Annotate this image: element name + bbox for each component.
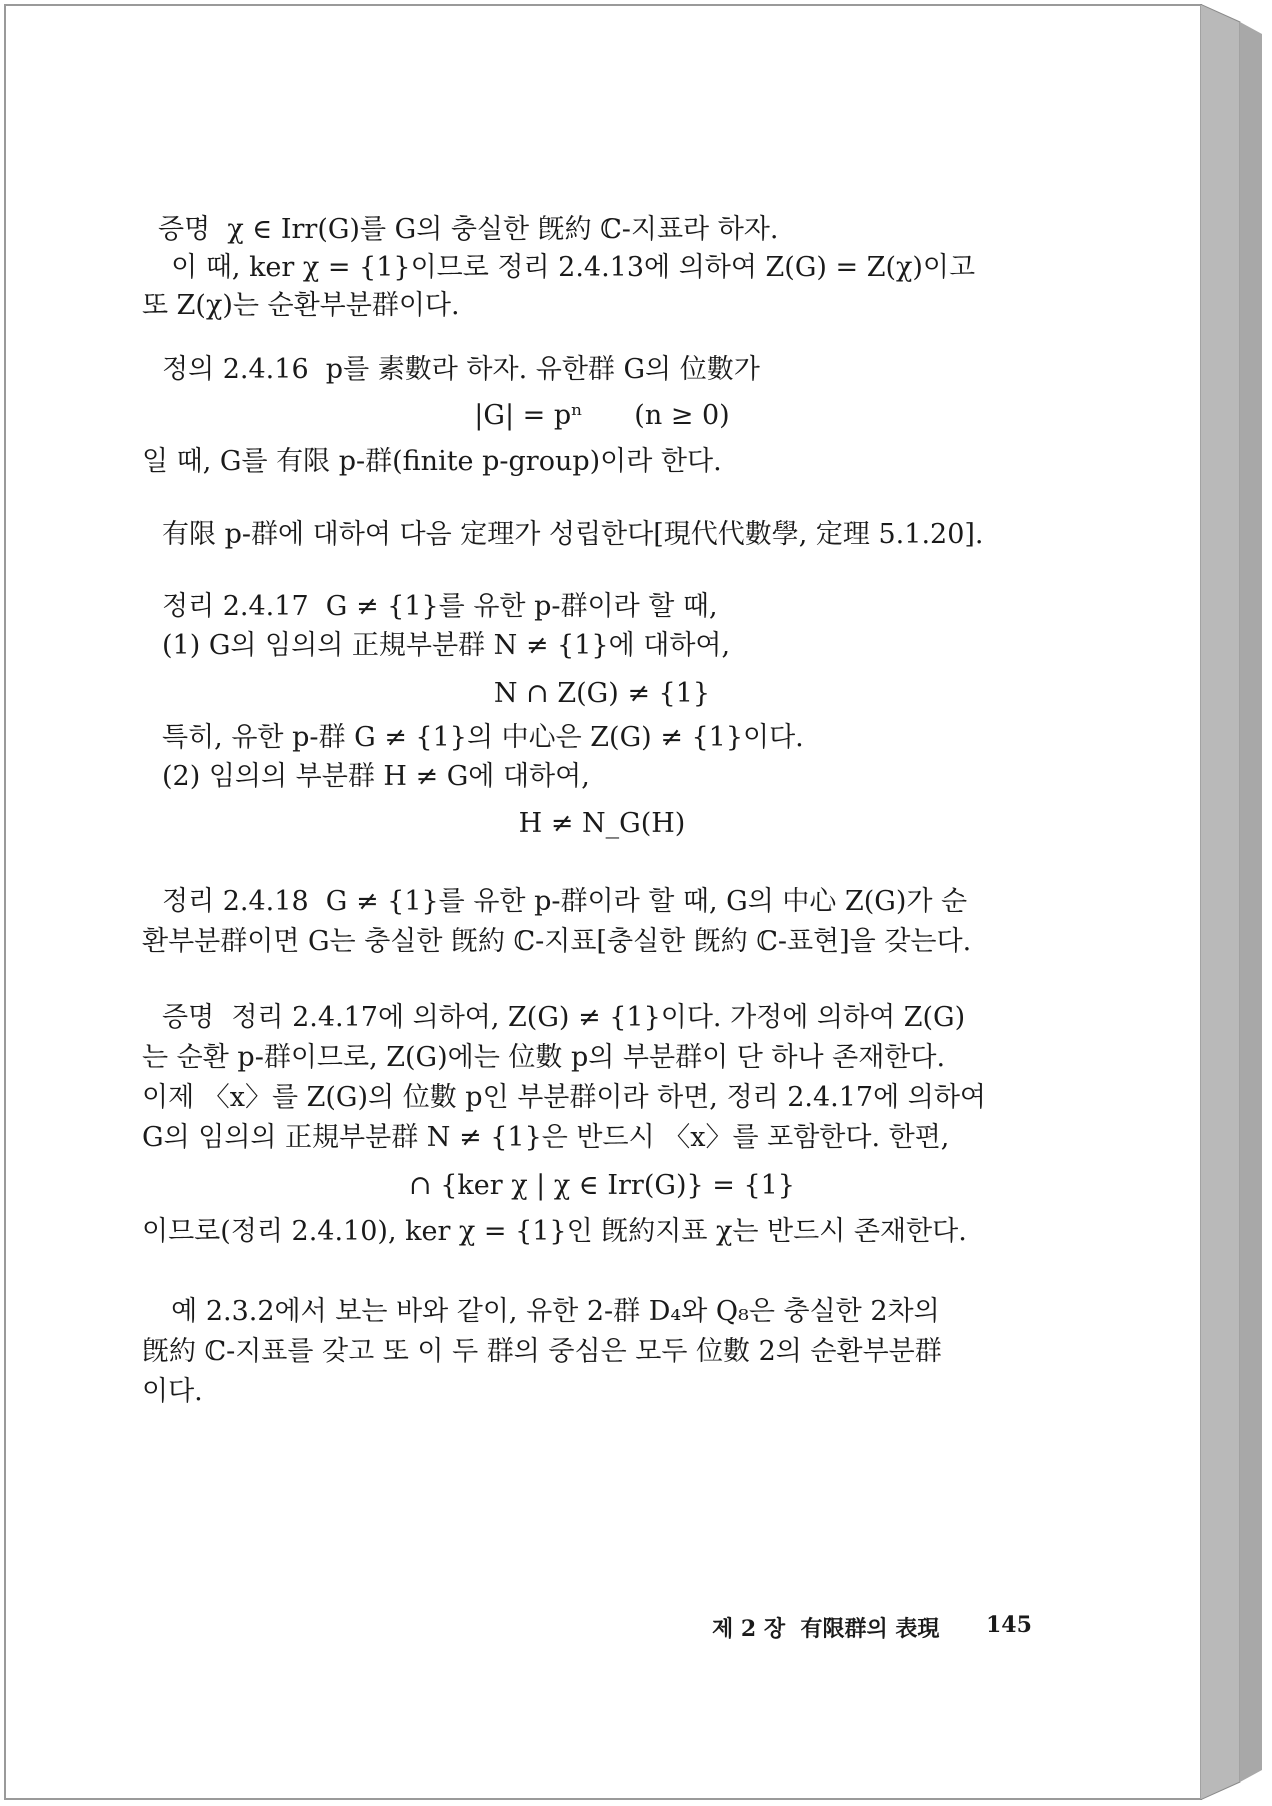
proof-heading-line: 증명 χ ∈ Irr(G)를 G의 충실한 旣約 ℂ-지표라 하자. [158,214,779,245]
theorem-heading-line: 정리 2.4.18 G ≠ {1}를 유한 p-群이라 할 때, G의 中心 Z(G)가 순 [162,886,968,917]
text-line: 환부분群이면 G는 충실한 旣約 ℂ-지표[충실한 旣約 ℂ-표현]을 갖는다. [142,926,972,957]
text-line: 특히, 유한 p-群 G ≠ {1}의 中心은 Z(G) ≠ {1}이다. [162,722,804,753]
text-line: 有限 p-群에 대하여 다음 定理가 성립한다[現代代數學, 定理 5.1.20]. [162,519,984,550]
definition-heading-line: 정의 2.4.16 p를 素數라 하자. 유한群 G의 位數가 [162,354,760,385]
display-equation: N ∩ Z(G) ≠ {1} [493,678,711,709]
display-equation: H ≠ N_G(H) [518,808,686,839]
page-number: 145 [986,1612,1032,1638]
page-edge-shadow [1200,4,1262,1800]
running-footer-chapter: 제 2 장 有限群의 表現 [712,1616,940,1642]
text-line: 이므로(정리 2.4.10), ker χ = {1}인 旣約지표 χ는 반드시 존재한다. [142,1216,967,1247]
proof-heading-line: 증명 정리 2.4.17에 의하여, Z(G) ≠ {1}이다. 가정에 의하여 Z(G) [162,1002,966,1033]
text-line: (1) G의 임의의 正規부분群 N ≠ {1}에 대하여, [162,630,731,661]
text-line: 이 때, ker χ = {1}이므로 정리 2.4.13에 의하여 Z(G) = Z(χ)이고 [154,252,976,283]
text-line: 예 2.3.2에서 보는 바와 같이, 유한 2-群 D₄와 Q₈은 충실한 2차의 [154,1296,940,1327]
text-line: 旣約 ℂ-지표를 갖고 또 이 두 群의 중심은 모두 位數 2의 순환부분群 [142,1336,942,1367]
text-line: 일 때, G를 有限 p-群(finite p-group)이라 한다. [142,446,722,477]
text-line: 는 순환 p-群이므로, Z(G)에는 位數 p의 부분群이 단 하나 존재한다. [142,1042,946,1073]
text-line: 또 Z(χ)는 순환부분群이다. [142,290,460,321]
display-equation: ∩ {ker χ | χ ∈ Irr(G)} = {1} [409,1170,795,1201]
theorem-heading-line: 정리 2.4.17 G ≠ {1}를 유한 p-群이라 할 때, [162,591,718,622]
text-line: 이다. [142,1376,203,1407]
display-equation: |G| = pⁿ (n ≥ 0) [474,400,730,431]
text-line: 이제 〈x〉를 Z(G)의 位數 p인 부분群이라 하면, 정리 2.4.17에 의하여 [142,1082,987,1113]
text-line: G의 임의의 正規부분群 N ≠ {1}은 반드시 〈x〉를 포함한다. 한편, [142,1122,950,1153]
text-line: (2) 임의의 부분群 H ≠ G에 대하여, [162,761,590,792]
